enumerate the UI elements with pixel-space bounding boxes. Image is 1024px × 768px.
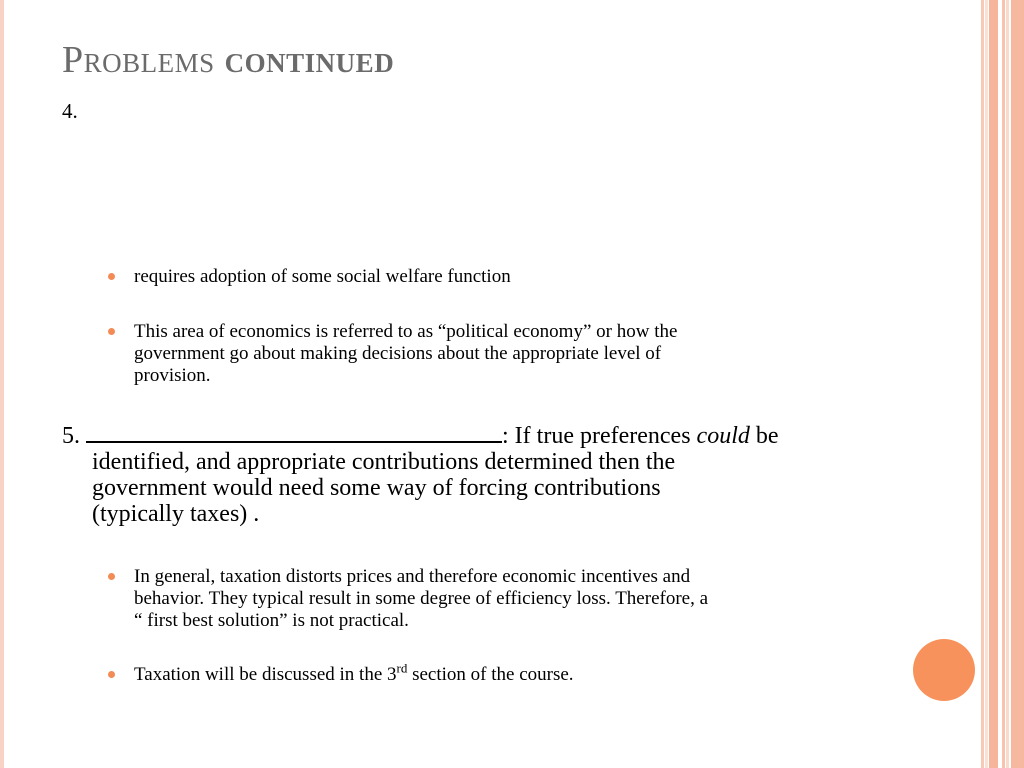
bullet-dot — [108, 671, 115, 678]
bullet-political-economy — [134, 321, 924, 387]
bullet-line: provision. — [134, 365, 211, 386]
decor-stripe — [1011, 0, 1024, 768]
ordinal-suffix: rd — [396, 660, 408, 676]
item-5-line: (typically taxes) . — [92, 501, 260, 527]
item-5-text: : If true preferences — [502, 423, 697, 449]
bullet-dot — [108, 328, 115, 335]
item-5-text-end: be — [749, 423, 779, 449]
bullet-dot — [108, 573, 115, 580]
item-4-number: 4. — [62, 99, 78, 123]
bullet-line: behavior. They typical result in some degree of efficiency loss. Therefore, a — [134, 588, 709, 609]
bullet-line: In general, taxation distorts prices and therefore economic incentives and — [134, 566, 691, 587]
item-5-line: government would need some way of forcing contributions — [92, 475, 661, 501]
bullet-line: “ first best solution” is not practical. — [134, 610, 409, 631]
bullet-line: government go about making decisions about the appropriate level of — [134, 343, 662, 364]
item-5-emphasis: could — [696, 423, 750, 449]
bullet-taxation-section — [134, 660, 924, 686]
bullet-dot — [108, 273, 115, 280]
item-5-line: identified, and appropriate contributions determined then the — [92, 449, 676, 475]
decor-stripe — [981, 0, 984, 768]
bullet-text: Taxation will be discussed in the 3 — [134, 664, 397, 685]
title-continued: continued — [224, 39, 395, 81]
title-main: Problems — [62, 39, 215, 81]
decor-stripe — [1006, 0, 1009, 768]
bullet-text-end: section of the course. — [407, 664, 574, 685]
bullet-line: This area of economics is referred to as “political economy” or how the — [134, 321, 678, 342]
bullet-social-welfare — [134, 266, 924, 288]
slide-title — [62, 38, 394, 82]
fill-in-blank — [86, 423, 502, 443]
left-edge-stripe — [0, 0, 4, 768]
bullet-text: requires adoption of some social welfare function — [134, 266, 511, 287]
item-5-paragraph — [62, 423, 892, 527]
item-5-number: 5. — [62, 423, 80, 449]
decor-stripe — [1002, 0, 1005, 768]
decor-stripe — [989, 0, 998, 768]
decor-stripe — [985, 0, 988, 768]
bullet-taxation-distorts — [134, 566, 924, 632]
